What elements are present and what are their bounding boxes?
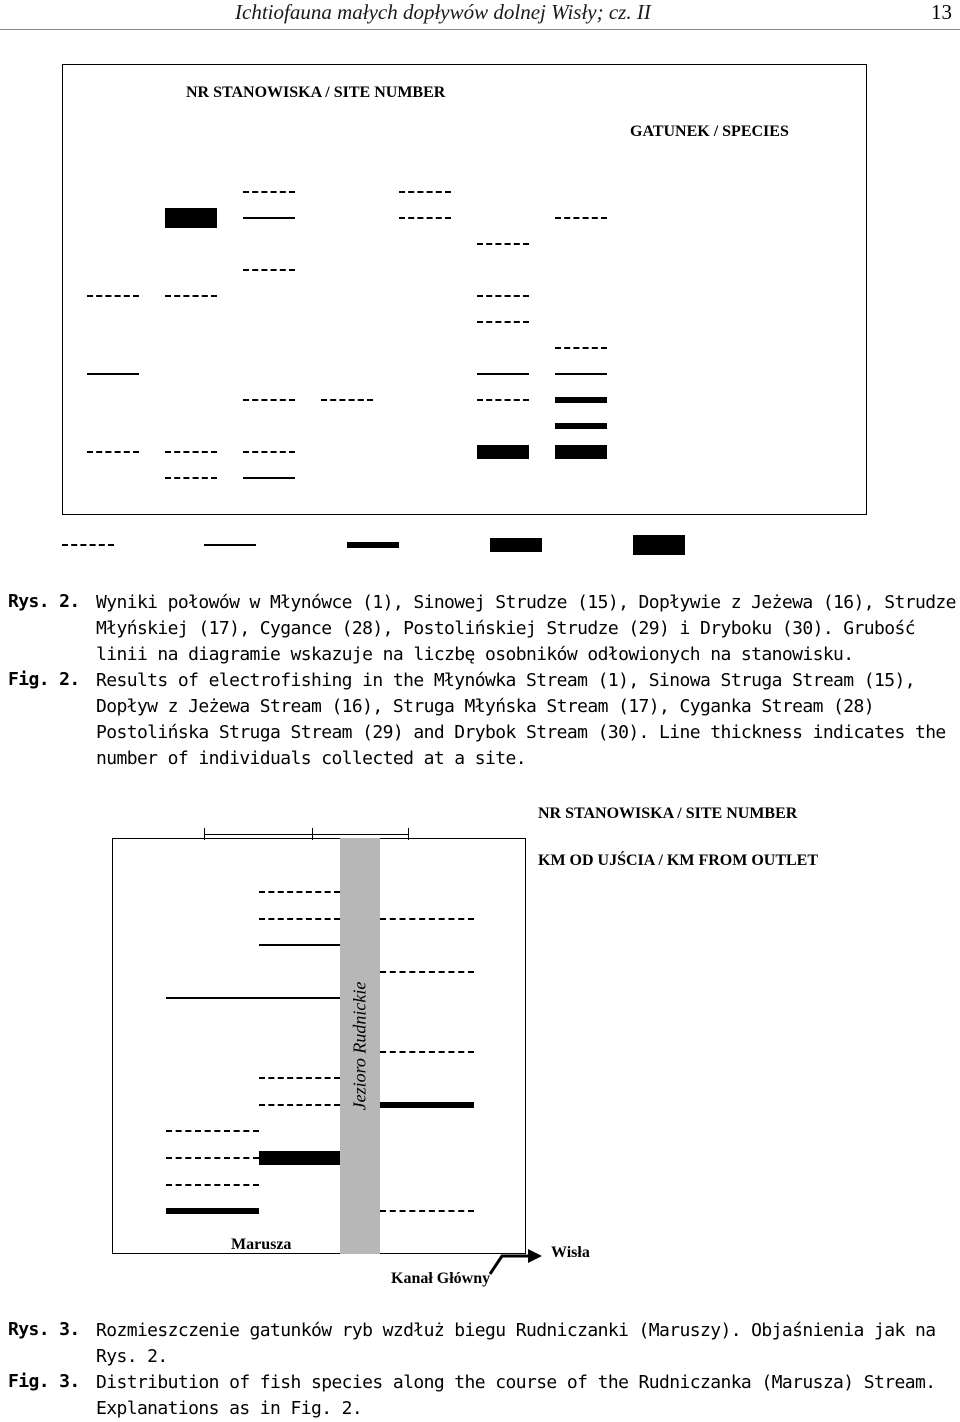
distribution-mark <box>380 1210 474 1212</box>
distribution-mark <box>259 944 340 946</box>
distribution-mark <box>166 1208 259 1214</box>
legend-swatch <box>490 538 542 552</box>
legend-swatch <box>204 544 256 546</box>
abundance-mark <box>555 347 607 349</box>
km-header: KM OD UJŚCIA / KM FROM OUTLET <box>538 852 819 869</box>
abundance-mark <box>87 451 139 453</box>
abundance-mark <box>477 373 529 375</box>
caption-2-en-text: Results of electrofishing in the Młynówka Stream (1), Sinowa Struga Stream (15), Dopływ z Jeżewa Stream (16), Struga Młyńska Stream (17), Cyganka Stream (28) Postolińska Struga Stream (29) and Drybok Stream (30). Line thickness indicates the number of individuals collected at a site. <box>96 670 946 769</box>
distribution-mark <box>259 891 340 893</box>
distribution-mark <box>259 1077 340 1079</box>
abundance-mark <box>87 295 139 297</box>
running-header-title: Ichtiofauna małych dopływów dolnej Wisły; cz. II <box>235 0 651 24</box>
canal-label: Kanał Główny <box>391 1270 491 1287</box>
abundance-mark <box>555 423 607 429</box>
abundance-mark <box>555 217 607 219</box>
species-header: GATUNEK / SPECIES <box>630 123 789 140</box>
distribution-mark <box>380 1102 474 1108</box>
abundance-mark <box>321 399 373 401</box>
legend-swatch <box>62 544 114 546</box>
caption-3-pl-label: Rys. 3. <box>8 1319 80 1340</box>
site-number-header: NR STANOWISKA / SITE NUMBER <box>186 84 446 101</box>
abundance-mark <box>87 373 139 375</box>
abundance-mark <box>165 208 217 228</box>
legend-swatch <box>347 542 399 548</box>
caption-3-en-text: Distribution of fish species along the course of the Rudniczanka (Marusza) Stream. Explanations as in Fig. 2. <box>96 1372 936 1419</box>
abundance-mark <box>243 269 295 271</box>
abundance-mark <box>477 445 529 459</box>
distribution-mark <box>380 1051 474 1053</box>
caption-2-en-label: Fig. 2. <box>8 669 80 690</box>
caption-2-pl-text: Wyniki połowów w Młynówce (1), Sinowej Strudze (15), Dopływie z Jeżewa (16), Strudze Młyńskiej (17), Cygance (28), Postolińskiej Strudze (29) i Dryboku (30). Grubość linii na diagramie wskazuje na liczbę osobników odłowionych na stanowisku. <box>96 592 956 665</box>
caption-2-pl-label: Rys. 2. <box>8 591 80 612</box>
caption-3-en-label: Fig. 3. <box>8 1371 80 1392</box>
abundance-mark <box>477 295 529 297</box>
abundance-mark <box>555 373 607 375</box>
abundance-mark <box>243 451 295 453</box>
outlet-arrow <box>488 1246 548 1276</box>
distribution-mark <box>259 918 340 920</box>
abundance-mark <box>399 217 451 219</box>
abundance-mark <box>477 399 529 401</box>
lake-label: Jezioro Rudnickie <box>349 981 370 1111</box>
abundance-mark <box>555 445 607 459</box>
abundance-mark <box>555 397 607 403</box>
distribution-mark <box>166 997 340 999</box>
abundance-mark <box>243 191 295 193</box>
distribution-mark <box>166 1157 259 1159</box>
site-number-header-fig3: NR STANOWISKA / SITE NUMBER <box>538 805 798 822</box>
abundance-mark <box>477 321 529 323</box>
site-tick <box>408 828 409 840</box>
abundance-mark <box>165 295 217 297</box>
distribution-mark <box>166 1130 259 1132</box>
abundance-mark <box>477 243 529 245</box>
abundance-mark <box>399 191 451 193</box>
distribution-mark <box>166 1184 259 1186</box>
header-rule <box>0 29 960 30</box>
abundance-mark <box>243 217 295 219</box>
abundance-mark <box>243 399 295 401</box>
distribution-mark <box>380 918 474 920</box>
page-number: 13 <box>931 0 952 24</box>
abundance-mark <box>243 477 295 479</box>
river-label: Marusza <box>231 1236 292 1253</box>
distribution-mark <box>380 971 474 973</box>
outlet-label: Wisła <box>551 1244 590 1261</box>
caption-3-pl-text: Rozmieszczenie gatunków ryb wzdłuż biegu Rudniczanki (Maruszy). Objaśnienia jak na Rys. 2. <box>96 1320 936 1367</box>
abundance-mark <box>165 477 217 479</box>
legend-swatch <box>633 535 685 555</box>
figure-3-frame <box>112 838 526 1254</box>
site-ruler <box>204 834 408 835</box>
distribution-mark <box>259 1104 340 1106</box>
distribution-mark <box>259 1151 340 1165</box>
abundance-mark <box>165 451 217 453</box>
